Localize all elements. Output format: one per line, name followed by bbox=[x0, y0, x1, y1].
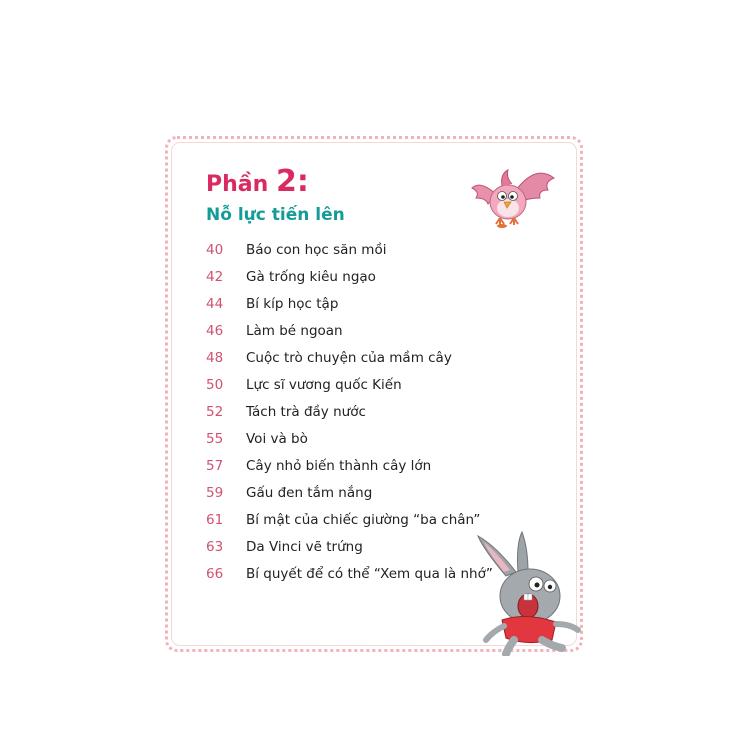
toc-entry-title: Bí quyết để có thể “Xem qua là nhớ” bbox=[246, 565, 493, 582]
toc-entry-title: Cuộc trò chuyện của mầm cây bbox=[246, 349, 452, 366]
toc-row[interactable] bbox=[206, 236, 526, 263]
rabbit-illustration bbox=[466, 528, 584, 656]
toc-entry-title: Voi và bò bbox=[246, 430, 308, 447]
part-prefix: Phần bbox=[206, 172, 276, 197]
toc-page-number: 42 bbox=[206, 268, 224, 285]
toc-page-number: 57 bbox=[206, 457, 224, 474]
toc-entry-title: Báo con học săn mồi bbox=[246, 241, 387, 258]
toc-entry-title: Làm bé ngoan bbox=[246, 322, 343, 339]
toc-entry-title: Tách trà đầy nước bbox=[246, 403, 366, 420]
toc-row[interactable] bbox=[206, 425, 526, 452]
toc-row[interactable] bbox=[206, 317, 526, 344]
toc-page-number: 61 bbox=[206, 511, 224, 528]
toc-page-number: 48 bbox=[206, 349, 224, 366]
toc-page-number: 50 bbox=[206, 376, 224, 393]
toc-row[interactable] bbox=[206, 290, 526, 317]
bird-illustration bbox=[466, 160, 556, 232]
toc-page-number: 63 bbox=[206, 538, 224, 555]
toc-page-number: 52 bbox=[206, 403, 224, 420]
toc-entry-title: Lực sĩ vương quốc Kiến bbox=[246, 376, 402, 393]
toc-entry-title: Cây nhỏ biến thành cây lớn bbox=[246, 457, 432, 474]
toc-row[interactable] bbox=[206, 452, 526, 479]
toc-page-number: 66 bbox=[206, 565, 224, 582]
toc-entry-title: Gấu đen tắm nắng bbox=[246, 484, 373, 501]
toc-page-number: 44 bbox=[206, 295, 224, 312]
toc-page-number: 55 bbox=[206, 430, 224, 447]
toc-entry-title: Bí mật của chiếc giường “ba chân” bbox=[246, 511, 481, 528]
part-title bbox=[206, 166, 309, 201]
toc-row[interactable] bbox=[206, 371, 526, 398]
toc-row[interactable] bbox=[206, 479, 526, 506]
toc-row[interactable] bbox=[206, 263, 526, 290]
toc-page-number: 46 bbox=[206, 322, 224, 339]
part-subtitle: Nỗ lực tiến lên bbox=[206, 205, 345, 225]
toc-page-number: 59 bbox=[206, 484, 224, 501]
toc-page-number: 40 bbox=[206, 241, 224, 258]
toc-entry-title: Da Vinci vẽ trứng bbox=[246, 538, 363, 555]
toc-row[interactable] bbox=[206, 344, 526, 371]
toc-entry-title: Gà trống kiêu ngạo bbox=[246, 268, 376, 285]
toc-entry-title: Bí kíp học tập bbox=[246, 295, 339, 312]
part-number: 2: bbox=[275, 164, 309, 199]
toc-row[interactable] bbox=[206, 398, 526, 425]
